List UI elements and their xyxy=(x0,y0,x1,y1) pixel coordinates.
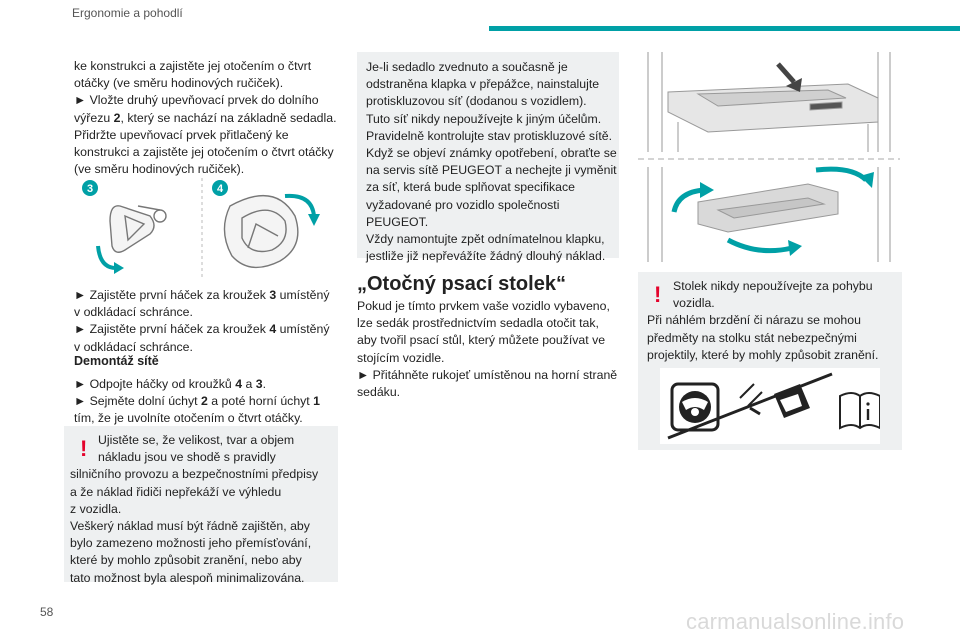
manual-book-icon xyxy=(840,393,880,428)
text-line: Vždy namontujte zpět odnímatelnou klapku, xyxy=(366,232,605,247)
watermark: carmanualsonline.info xyxy=(686,609,905,634)
text-line: Při náhlém brzdění či nárazu se mohou xyxy=(647,313,861,328)
text-line: v odkládací schránce. xyxy=(74,339,193,354)
text-line: projektily, které by mohly způsobit zranění. xyxy=(647,347,879,362)
text-line: Pokud je tímto prvkem vaše vozidlo vybaveno, xyxy=(357,299,610,313)
text-line: silničního provozu a bezpečnostními předpisy xyxy=(70,467,319,482)
col1-paragraph-3 xyxy=(74,376,344,428)
text-line: sedáku. xyxy=(357,385,401,400)
warning-box-load xyxy=(64,426,338,585)
text-line: odstraněna klapka v přepážce, nainstalujte xyxy=(366,77,600,92)
text-line: Přidržte upevňovací prvek přitlačený ke xyxy=(74,127,289,142)
pictogram-panel xyxy=(660,368,880,444)
text-line: stojícím vozidle. xyxy=(357,350,445,365)
heading-net-removal: Demontáž sítě xyxy=(74,354,159,368)
rotate-arrow-head xyxy=(308,214,320,226)
rotate-arrow-head xyxy=(700,182,714,198)
heading-writing-desk: „Otočný psací stolek“ xyxy=(357,273,566,295)
text-line: Když se objeví známky opotřebení, obraťte se xyxy=(366,146,617,161)
rotate-arrow-icon xyxy=(728,240,792,251)
text-line: výřezu 2, který se nachází na základně sedadla. xyxy=(74,110,337,125)
text-line: ► Odpojte háčky od kroužků 4 a 3. xyxy=(74,377,266,391)
text-line: bylo zamezeno možnosti jeho přemísťování, xyxy=(70,536,312,551)
text-line: tím, že je uvolníte otočením o čtvrt otáčky. xyxy=(74,411,303,426)
text-line: tato možnost byla alespoň minimalizována. xyxy=(70,570,305,585)
text-line: Ujistěte se, že velikost, tvar a objem xyxy=(98,433,295,447)
badge-4-label: 4 xyxy=(216,183,224,195)
callout-badge-4 xyxy=(212,180,228,196)
text-line: vozidla. xyxy=(673,296,715,311)
text-line: Stolek nikdy nepoužívejte za pohybu xyxy=(673,279,873,293)
steering-wheel-icon xyxy=(672,384,718,430)
callout-badge-3 xyxy=(82,180,98,196)
text-line: Je-li sedadlo zvednuto a současně je xyxy=(366,60,568,74)
text-line: protiskluzovou síť (dodanou s vozidlem). xyxy=(366,94,587,109)
text-line: vyžadované pro vozidlo společnosti xyxy=(366,197,560,212)
page-number: 58 xyxy=(40,605,54,619)
hook-illustration xyxy=(80,176,330,280)
section-title: Ergonomie a pohodlí xyxy=(72,6,183,20)
header-accent-bar xyxy=(489,26,960,31)
rotate-arrow-head xyxy=(788,240,802,256)
ring-3-drawing xyxy=(110,206,166,252)
down-arrow-icon xyxy=(778,64,794,82)
rotate-arrow-head xyxy=(114,262,124,274)
text-line: konstrukci a zajistěte jej otočením o čtvrt otáčky xyxy=(74,145,334,160)
col1-paragraph-1 xyxy=(74,58,344,178)
text-line: a že náklad řidiči nepřekáží ve výhledu xyxy=(70,484,282,499)
ring-4-drawing xyxy=(224,196,297,268)
text-line: (ve směru hodinových ručiček). xyxy=(74,162,245,177)
text-line: ► Přitáhněte rukojeť umístěnou na horní straně xyxy=(357,367,618,382)
text-line: ► Zajistěte první háček za kroužek 4 umístěný xyxy=(74,322,330,337)
text-line: aby tvořil psací stůl, který můžete používat ve xyxy=(357,333,606,348)
text-line: ► Zajistěte první háček za kroužek 3 umístěný xyxy=(74,288,330,302)
text-line: z vozidla. xyxy=(70,501,122,516)
text-line: v odkládací schránce. xyxy=(74,305,193,320)
text-line: předměty na stolku stát nebezpečnými xyxy=(647,330,857,345)
text-line: ► Vložte druhý upevňovací prvek do dolního xyxy=(74,93,319,108)
col1-paragraph-2 xyxy=(74,287,344,356)
text-line: za síť, která bude splňovat specifikace xyxy=(366,180,575,195)
text-line: Veškerý náklad musí být řádně zajištěn, aby xyxy=(70,519,310,534)
text-line: Pravidelně kontrolujte stav protiskluzové sítě. xyxy=(366,128,613,143)
text-line: otáčky (ve směru hodinových ručiček). xyxy=(74,76,284,91)
text-line: PEUGEOT. xyxy=(366,214,429,229)
note-box-net xyxy=(357,52,619,264)
badge-3-label: 3 xyxy=(86,183,94,195)
col2-body xyxy=(357,298,627,401)
desk-illustration xyxy=(638,52,900,262)
text-line: nákladu jsou ve shodě s pravidly xyxy=(98,450,276,465)
text-line: na servis sítě PEUGEOT a nechejte ji vyměnit xyxy=(366,163,617,178)
text-line: jestliže již nepřevážíte žádný dlouhý náklad. xyxy=(366,249,606,264)
text-line: ► Sejměte dolní úchyt 2 a poté horní úchyt 1 xyxy=(74,394,320,409)
text-line: lze sedák prostřednictvím sedadla otočit tak, xyxy=(357,316,599,331)
text-line: ke konstrukci a zajistěte jej otočením o čtvrt xyxy=(74,59,312,73)
warning-exclamation-icon: ! xyxy=(654,282,662,307)
rotate-arrow-icon xyxy=(816,169,866,180)
warning-exclamation-icon: ! xyxy=(80,436,88,461)
text-line: Tuto síť nikdy nepoužívejte k jiným účelům. xyxy=(366,111,602,126)
text-line: které by mohlo způsobit zranění, nebo aby xyxy=(70,553,302,568)
warning-box-desk xyxy=(638,272,902,450)
